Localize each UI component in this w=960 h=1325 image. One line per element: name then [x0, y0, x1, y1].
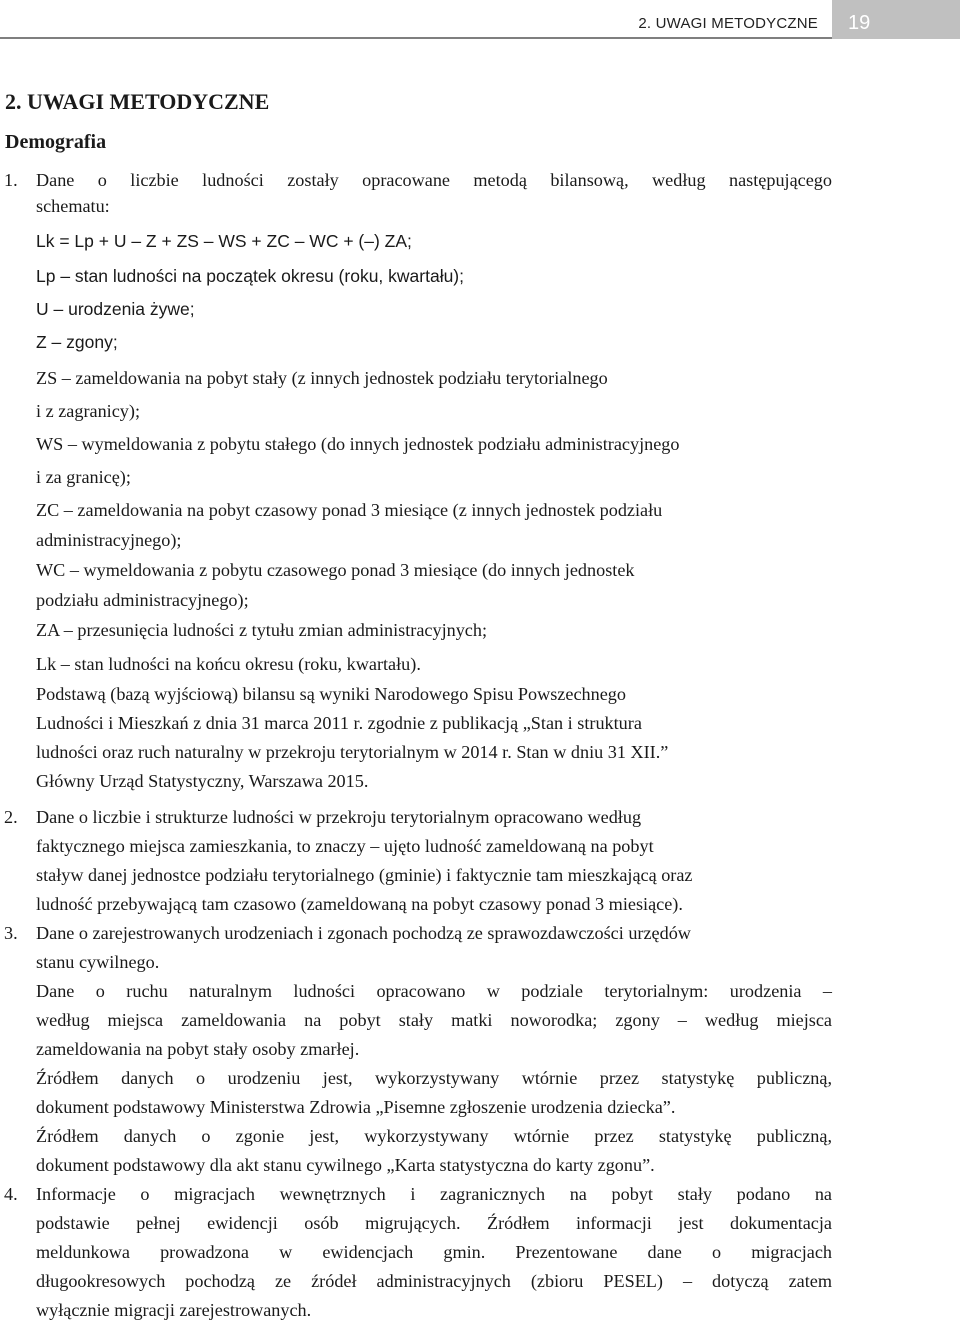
text-line: długookresowych pochodzą ze źródeł administracyjnych (zbioru PESEL) – dotyczą zatem [36, 1271, 832, 1291]
note-line: Ludności i Mieszkań z dnia 31 marca 2011 r. zgodnie z publikacją „Stan i struktura [36, 713, 642, 733]
note-line: Podstawą (bazą wyjściową) bilansu są wyniki Narodowego Spisu Powszechnego [36, 684, 626, 704]
text-line: dokument podstawowy Ministerstwa Zdrowia „Pisemne zgłoszenie urodzenia dziecka”. [36, 1097, 676, 1117]
text-line: stanu cywilnego. [36, 952, 160, 972]
definition-line: podziału administracyjnego); [36, 590, 249, 610]
definition-line: Z – zgony; [36, 332, 118, 352]
text-line: zameldowania na pobyt stały osoby zmarłej. [36, 1039, 360, 1059]
definition-line: U – urodzenia żywe; [36, 299, 195, 319]
note-line: ludności oraz ruch naturalny w przekroju terytorialnym w 2014 r. Stan w dniu 31 XII.” [36, 742, 669, 762]
subsection-heading: Demografia [5, 131, 107, 153]
text-line: meldunkowa prowadzona w ewidencjach gmin. Prezentowane dane o migracjach [36, 1242, 832, 1262]
text-line: Dane o liczbie ludności zostały opracowane metodą bilansową, według następującego [36, 170, 832, 190]
definition-line: ZA – przesunięcia ludności z tytułu zmian administracyjnych; [36, 620, 488, 640]
list-item-4 [4, 1180, 832, 1325]
text-line: wyłącznie migracji zarejestrowanych. [36, 1300, 312, 1320]
definition-line: ZC – zameldowania na pobyt czasowy ponad 3 miesiące (z innych jednostek podziału [36, 500, 663, 520]
definition-line: Lp – stan ludności na początek okresu (roku, kwartału); [36, 266, 464, 286]
document-body [0, 166, 960, 1325]
text-line: Dane o liczbie i strukturze ludności w przekroju terytorialnym opracowano według [36, 807, 642, 827]
text-line: według miejsca zameldowania na pobyt stały matki noworodka; zgony – według miejsca [36, 1010, 832, 1030]
text-line: Dane o ruchu naturalnym ludności opracowano w podziale terytorialnym: urodzenia – [36, 981, 832, 1001]
text-line: ludność przebywającą tam czasowo (zameldowaną na pobyt czasowy ponad 3 miesiące). [36, 894, 683, 914]
text-line: Źródłem danych o urodzeniu jest, wykorzystywany wtórnie przez statystykę publiczną, [36, 1068, 832, 1088]
item-number: 2. [4, 807, 18, 827]
note-line: Główny Urząd Statystyczny, Warszawa 2015. [36, 771, 369, 791]
text-line: faktycznego miejsca zamieszkania, to znaczy – ujęto ludność zameldowaną na pobyt [36, 836, 654, 856]
text-line: dokument podstawowy dla akt stanu cywilnego „Karta statystyczna do karty zgonu”. [36, 1155, 655, 1175]
definition-line: administracyjnego); [36, 530, 182, 550]
section-heading: 2. UWAGI METODYCZNE [5, 89, 270, 114]
list-item-3 [4, 919, 832, 1180]
text-line: staływ danej jednostce podziału terytorialnego (gminie) i faktycznie tam mieszkającą oraz [36, 865, 693, 885]
item-number: 3. [4, 923, 18, 943]
running-header [0, 0, 960, 40]
definition-line: WC – wymeldowania z pobytu czasowego ponad 3 miesiące (do innych jednostek [36, 560, 635, 580]
text-line: podstawie pełnej ewidencji osób migrujących. Źródłem informacji jest dokumentacja [36, 1213, 832, 1233]
list-item-1 [4, 166, 832, 796]
text-line: schematu: [36, 196, 110, 216]
definition-line: i z zagranicy); [36, 401, 141, 421]
text-line: Źródłem danych o zgonie jest, wykorzystywany wtórnie przez statystykę publiczną, [36, 1126, 832, 1146]
definition-line: i za granicę); [36, 467, 131, 487]
text-line: Dane o zarejestrowanych urodzeniach i zgonach pochodzą ze sprawozdawczości urzędów [36, 923, 691, 943]
header-rule [0, 37, 960, 39]
definition-line: ZS – zameldowania na pobyt stały (z innych jednostek podziału terytorialnego [36, 368, 608, 388]
definition-line: WS – wymeldowania z pobytu stałego (do innych jednostek podziału administracyjnego [36, 434, 680, 454]
list-item-2 [4, 803, 832, 919]
page-number: 19 [832, 0, 960, 39]
item-number: 1. [4, 170, 18, 190]
formula: Lk = Lp + U – Z + ZS – WS + ZC – WC + (–) ZA; [36, 231, 412, 251]
header-section-title: 2. UWAGI METODYCZNE [638, 15, 818, 32]
text-line: Informacje o migracjach wewnętrznych i zagranicznych na pobyt stały podano na [36, 1184, 832, 1204]
definition-line: Lk – stan ludności na końcu okresu (roku, kwartału). [36, 654, 421, 674]
item-number: 4. [4, 1184, 18, 1204]
